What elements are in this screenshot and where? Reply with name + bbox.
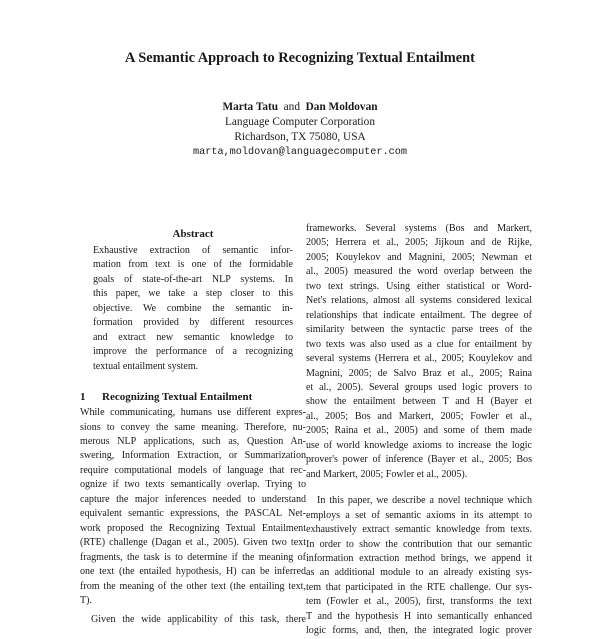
abstract-line: goals of state-of-the-art NLP systems. In xyxy=(93,273,293,285)
body-line: 2005; Raina et al., 2005) and some of them made xyxy=(306,425,532,437)
body-line: Net's relations, almost all systems considered lexical xyxy=(306,295,532,307)
body-line: show the entailment between T and H (Bayer et xyxy=(306,396,532,408)
section-paragraph xyxy=(80,613,306,627)
section-heading xyxy=(80,388,306,406)
abstract-line: improve the performance of a recognizing xyxy=(93,346,293,358)
body-line: While communicating, humans use different expres- xyxy=(80,407,306,419)
abstract-body xyxy=(93,244,293,374)
abstract-line: Exhaustive extraction of semantic infor- xyxy=(93,245,293,256)
body-line: exhaustively extract semantic knowledge from texts. xyxy=(306,524,532,536)
body-line: tem that participated in the RTE challenge. Our sys- xyxy=(306,581,532,593)
body-line: equivalent semantic expressions, the PASCAL Net- xyxy=(80,508,306,520)
author-names xyxy=(0,100,600,115)
body-line: merous NLP applications, such as, Question An- xyxy=(80,435,306,447)
method-paragraph xyxy=(306,494,532,639)
body-line: T). xyxy=(80,594,92,606)
author-conjunction: and xyxy=(283,101,300,113)
body-line: require computational models of language that rec- xyxy=(80,464,306,476)
body-line: one text (the entailed hypothesis, H) can be inferred xyxy=(80,566,306,578)
section-number: 1 xyxy=(80,391,86,404)
left-column xyxy=(80,222,306,628)
body-line: sions to convey the same meaning. Therefore, nu- xyxy=(80,421,306,433)
abstract-heading: Abstract xyxy=(172,228,214,240)
body-line: from the meaning of the other text (the entailing text, xyxy=(80,580,306,592)
body-line: Given the wide applicability of this task, there xyxy=(91,614,306,626)
body-line: information extraction method brings, we append it xyxy=(306,552,532,564)
body-line: relationships that indicate entailment. The degree of xyxy=(306,309,532,321)
abstract-line: and extract new semantic knowledge to xyxy=(93,331,293,343)
author-email: marta,moldovan@languagecomputer.com xyxy=(193,147,407,158)
body-line: al., 2005; Bos and Markert, 2005; Fowler et al., xyxy=(306,410,532,422)
body-line: logic forms, and, then, the integrated logic prover xyxy=(306,625,532,637)
author-1: Marta Tatu xyxy=(222,101,279,113)
body-line: work proposed the Recognizing Textual Entailment xyxy=(80,522,306,534)
body-line: et al., 2005). Several groups used logic provers to xyxy=(306,381,532,393)
abstract-line: formation provided by different resources xyxy=(93,317,293,329)
body-line: Magnini, 2005; de Salvo Braz et al., 2005; Raina xyxy=(306,367,532,379)
body-line: (RTE) challenge (Dagan et al., 2005). Given two text xyxy=(80,537,306,549)
body-line: T and the hypothesis H into semantically enhanced xyxy=(306,610,532,622)
body-line: capture the major inferences needed to understand xyxy=(80,493,306,505)
body-line: al., 2005) measured the word overlap between the xyxy=(306,266,532,278)
right-column xyxy=(306,222,532,639)
body-line: as an additional module to an already existing sys- xyxy=(306,567,532,579)
abstract-line: textual entailment system. xyxy=(93,360,199,372)
body-line: prover's power of inference (Bayer et al., 2005; Bos xyxy=(306,454,532,466)
body-line: tem (Fowler et al., 2005), first, transforms the text xyxy=(306,596,532,608)
body-line: similarity between the syntactic parse trees of the xyxy=(306,324,532,336)
abstract-line: objective. We combine the semantic in- xyxy=(93,302,293,314)
author-block xyxy=(0,100,600,160)
paper-title: A Semantic Approach to Recognizing Textual Entailment xyxy=(125,50,475,66)
section-title: Recognizing Textual Entailment xyxy=(102,391,253,404)
body-line: swering, Information Extraction, or Summarization xyxy=(80,450,306,462)
abstract-line: mation from text is one of the formidable xyxy=(93,259,293,271)
body-line: 2005; Herrera et al., 2005; Jijkoun and de Rijke, xyxy=(306,237,532,249)
body-line: frameworks. Several systems (Bos and Markert, xyxy=(306,223,532,234)
author-2: Dan Moldovan xyxy=(305,101,378,113)
body-line: two text strings. Using either statistical or Word- xyxy=(306,280,532,292)
body-line: and Markert, 2005; Fowler et al., 2005). xyxy=(306,468,468,480)
body-line: fragments, the task is to determine if the meaning of xyxy=(80,551,306,563)
body-line: ognize if two texts semantically overlap. Trying to xyxy=(80,479,306,491)
related-work-paragraph xyxy=(306,222,532,482)
author-affiliation: Language Computer Corporation xyxy=(225,116,375,128)
body-line: 2005; Kouylekov and Magnini, 2005; Newman et xyxy=(306,251,532,263)
author-location: Richardson, TX 75080, USA xyxy=(234,131,366,143)
body-line: use of world knowledge axioms to increase the logic xyxy=(306,439,532,451)
body-line: In this paper, we describe a novel technique which xyxy=(317,495,532,507)
body-line: two texts was also used as a clue for entailment by xyxy=(306,338,532,350)
body-line: In order to show the contribution that our semantic xyxy=(306,538,532,550)
abstract-line: this paper, we take a step closer to this xyxy=(93,288,293,300)
body-line: several systems (Herrera et al., 2005; Kouylekov and xyxy=(306,353,532,365)
body-line: employs a set of semantic axioms in its attempt to xyxy=(306,509,532,521)
section-paragraph xyxy=(80,406,306,608)
